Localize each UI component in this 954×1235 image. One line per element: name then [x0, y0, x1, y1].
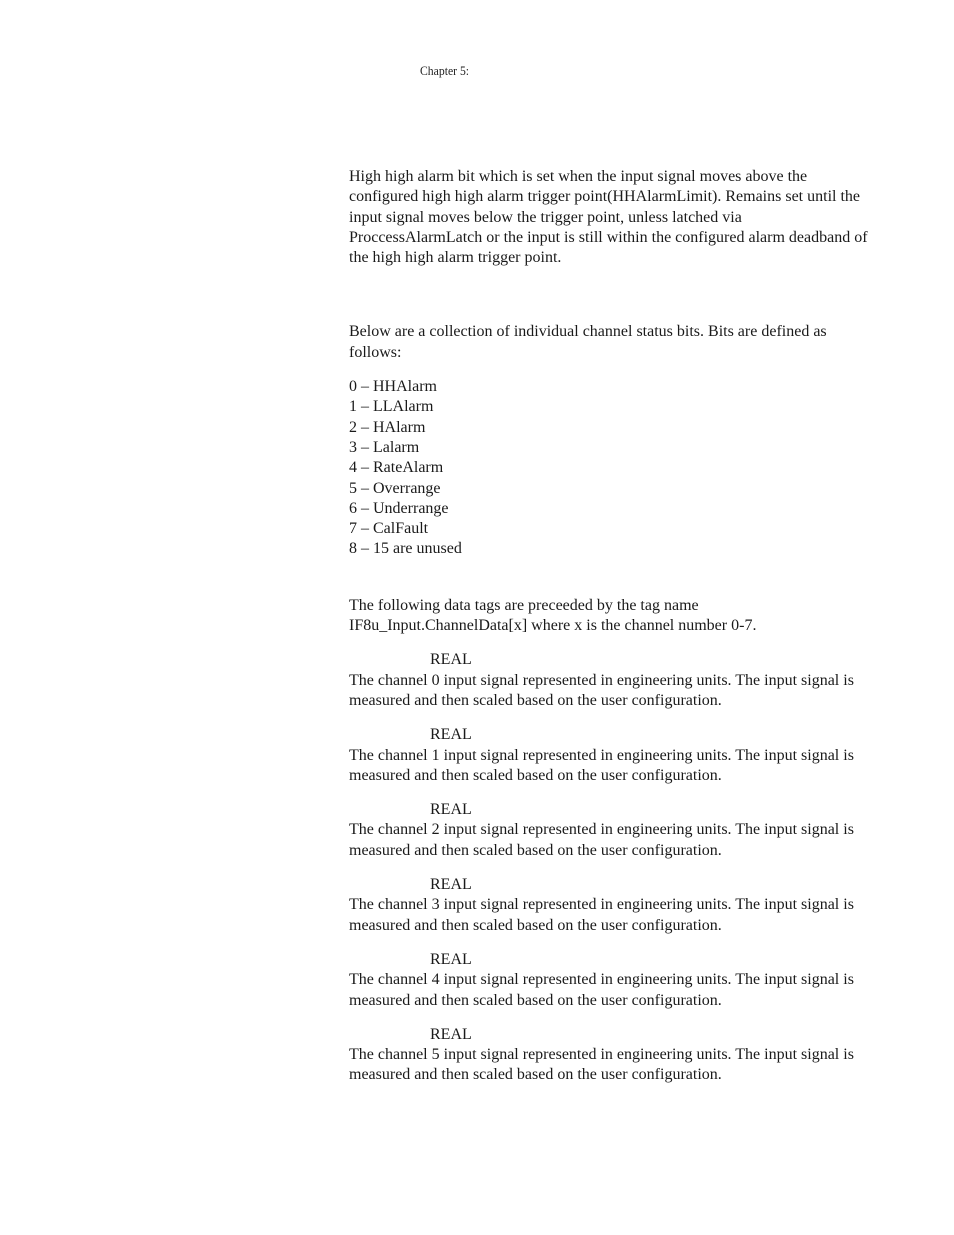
page-content: [349, 167, 869, 1100]
status-bit-item: 3 – Lalarm: [349, 438, 420, 456]
data-type-label: REAL: [430, 950, 472, 968]
channel-description: The channel 3 input signal represented in engineering units. The input signal is measured and then scaled based on the user configuration.: [349, 896, 854, 934]
status-bit-item: 0 – HHAlarm: [349, 378, 437, 396]
data-type-label: REAL: [430, 651, 472, 669]
channel-description: The channel 2 input signal represented in engineering units. The input signal is measured and then scaled based on the user configuration.: [349, 821, 854, 859]
status-bit-item: 1 – LLAlarm: [349, 398, 434, 416]
data-tags-intro: The following data tags are preceeded by the tag name IF8u_Input.ChannelData[x] where x is the channel number 0-7.: [349, 596, 757, 635]
channel-description: The channel 1 input signal represented in engineering units. The input signal is measured and then scaled based on the user configuration.: [349, 746, 854, 784]
data-type-label: REAL: [430, 1025, 472, 1043]
channel-description: The channel 5 input signal represented in engineering units. The input signal is measured and then scaled based on the user configuration.: [349, 1046, 854, 1084]
status-bit-item: 7 – CalFault: [349, 520, 429, 538]
section-spacer: [349, 268, 869, 322]
status-bit-item: 5 – Overrange: [349, 479, 441, 497]
status-bit-item: 6 – Underrange: [349, 499, 449, 517]
spacer: [349, 636, 869, 650]
channel-entry-3: [349, 875, 869, 936]
hhalarm-description: High high alarm bit which is set when the input signal moves above the configured high high alarm trigger point(HHAlarmLimit). Remains set until the input signal moves below the trigger point, unless latched via ProccessAlarmLatch or the input is still within the configured alarm deadband of the high high alarm trigger point.: [349, 168, 868, 267]
status-bit-item: 8 – 15 are unused: [349, 540, 462, 558]
channel-entry-4: [349, 950, 869, 1011]
channel-entry-2: [349, 800, 869, 861]
status-bit-item: 4 – RateAlarm: [349, 459, 444, 477]
channel-description: The channel 4 input signal represented in engineering units. The input signal is measured and then scaled based on the user configuration.: [349, 971, 854, 1009]
channel-entry-1: [349, 725, 869, 786]
section-spacer: [349, 560, 869, 596]
status-bits-list: [349, 377, 869, 560]
status-bits-intro: Below are a collection of individual channel status bits. Bits are defined as follows:: [349, 323, 827, 361]
status-bit-item: 2 – HAlarm: [349, 418, 426, 436]
channel-entry-0: [349, 650, 869, 711]
channel-entry-5: [349, 1025, 869, 1086]
spacer: [349, 363, 869, 377]
chapter-header: Chapter 5:: [420, 63, 470, 78]
channel-description: The channel 0 input signal represented in engineering units. The input signal is measured and then scaled based on the user configuration.: [349, 671, 854, 709]
data-type-label: REAL: [430, 726, 472, 744]
data-type-label: REAL: [430, 801, 472, 819]
data-type-label: REAL: [430, 876, 472, 894]
